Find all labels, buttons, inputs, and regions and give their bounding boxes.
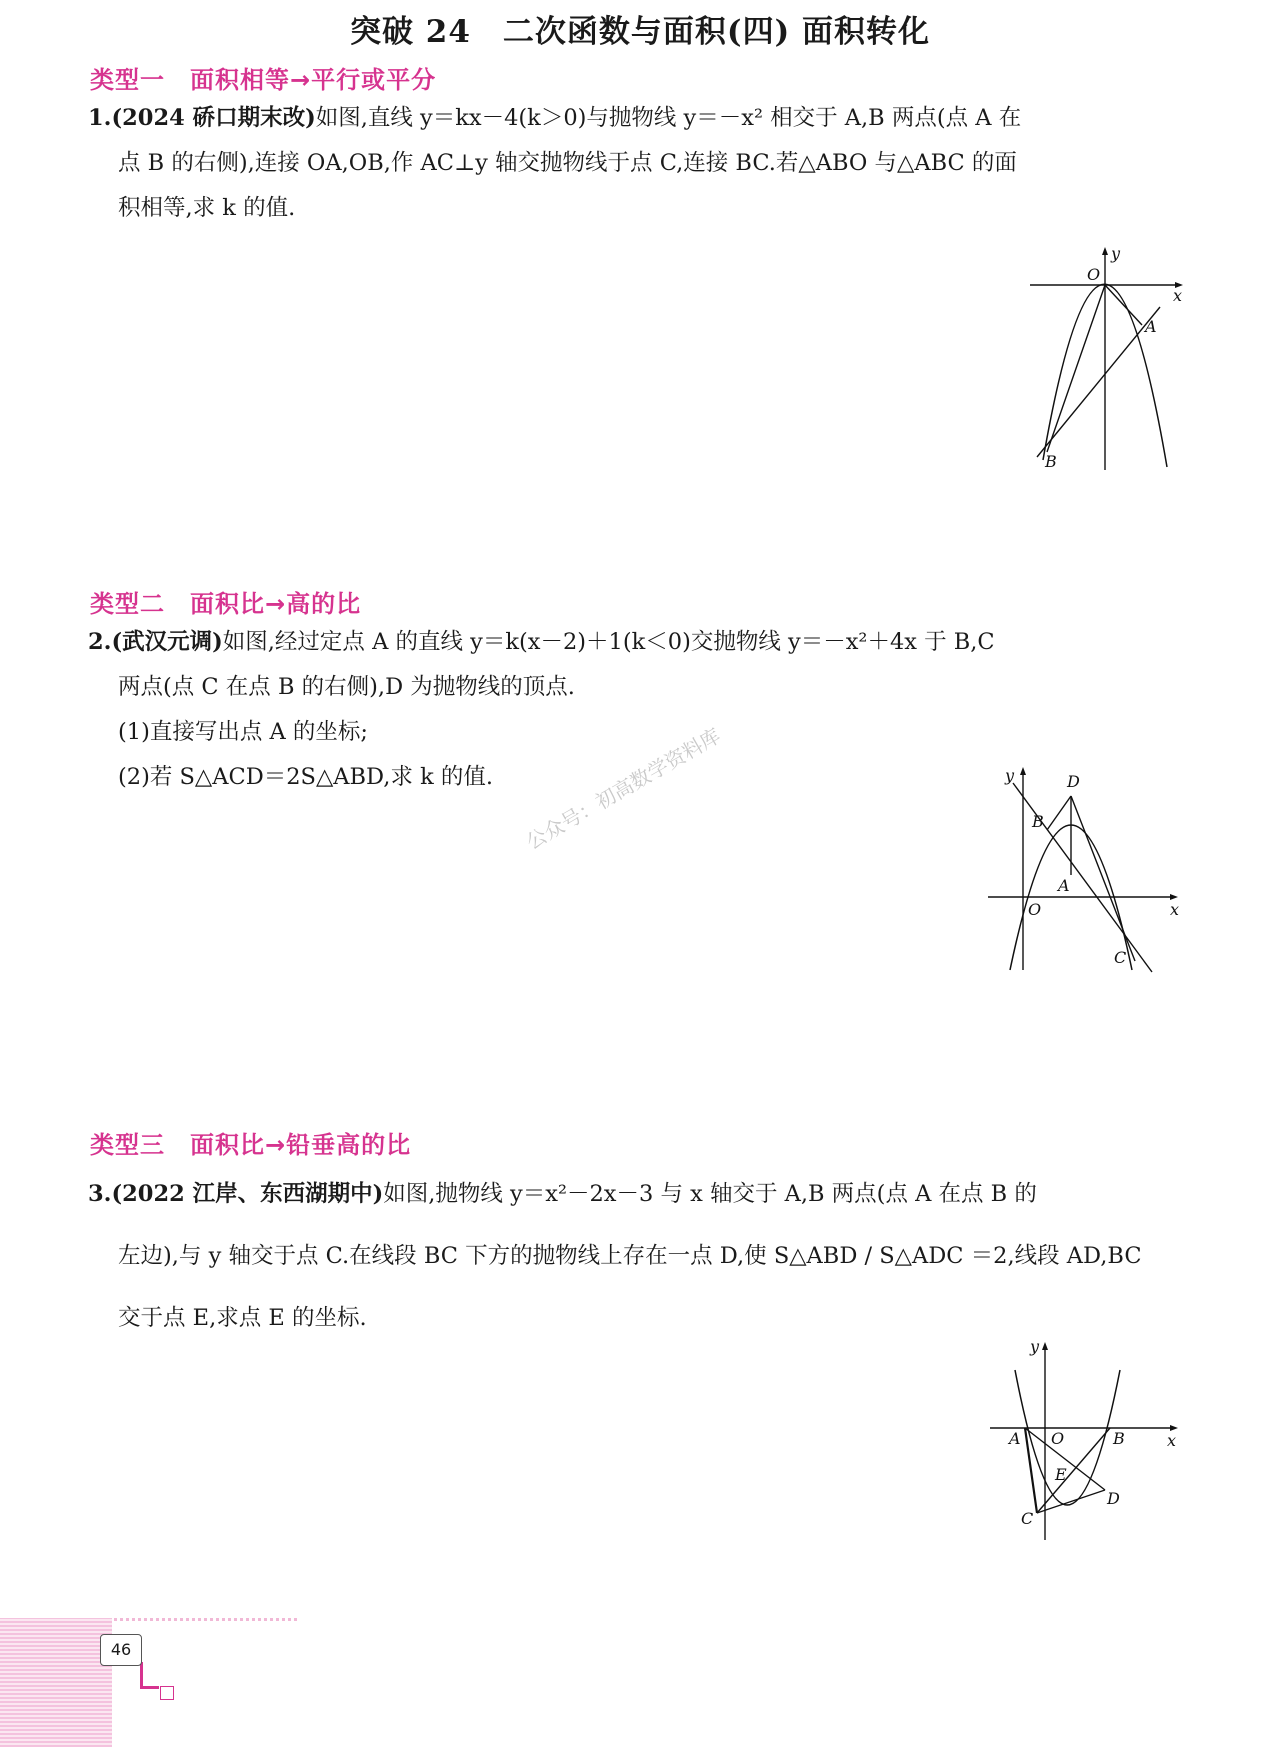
fig3-parabola <box>1015 1370 1120 1505</box>
footer-pink-strip <box>0 1618 112 1747</box>
fig1-segment-OA <box>1105 285 1142 325</box>
fig3-y-arrow <box>1042 1342 1048 1350</box>
fig2-y-arrow <box>1020 767 1026 775</box>
section-heading-3: 类型三 面积比→铅垂高的比 <box>90 1131 412 1159</box>
problem-3-line-2: 左边),与 y 轴交于点 C.在线段 BC 下方的抛物线上存在一点 D,使 S△ABD / S△ADC ＝2,线段 AD,BC <box>118 1243 1142 1269</box>
fig2-label-D: D <box>1067 772 1080 791</box>
problem-1-line-2: 点 B 的右侧),连接 OA,OB,作 AC⊥y 轴交抛物线于点 C,连接 BC.若△ABO 与△ABC 的面 <box>118 150 1017 176</box>
fig1-label-O: O <box>1087 265 1101 284</box>
page-corner-square <box>160 1686 174 1700</box>
page-number: 46 <box>100 1634 142 1666</box>
problem-3-lead: 3.(2022 江岸、东西湖期中) <box>88 1181 384 1207</box>
problem-1-lead: 1.(2024 硚口期末改) <box>88 105 316 131</box>
fig2-label-y: y <box>1005 766 1015 785</box>
problem-3 <box>88 1163 1188 1349</box>
fig1-label-B: B <box>1045 452 1057 471</box>
fig3-label-O: O <box>1051 1429 1065 1448</box>
fig3-label-C: C <box>1021 1509 1034 1528</box>
problem-3-line-3: 交于点 E,求点 E 的坐标. <box>118 1305 367 1331</box>
problem-2-line-1: 如图,经过定点 A 的直线 y＝k(x－2)＋1(k＜0)交抛物线 y＝－x²＋4x 于 B,C <box>222 629 995 655</box>
figure-2-diagram <box>985 765 1185 980</box>
problem-3-line-1: 如图,抛物线 y＝x²－2x－3 与 x 轴交于 A,B 两点(点 A 在点 B 的 <box>383 1181 1037 1207</box>
problem-2-line-2: 两点(点 C 在点 B 的右侧),D 为抛物线的顶点. <box>118 674 575 700</box>
figure-3-diagram <box>985 1340 1185 1545</box>
fig3-label-x: x <box>1167 1431 1177 1450</box>
fig2-label-C: C <box>1114 948 1127 967</box>
fig2-label-A: A <box>1058 876 1070 895</box>
page-title: 突破 24 二次函数与面积(四) 面积转化 <box>349 14 931 50</box>
fig1-label-x: x <box>1173 286 1183 305</box>
fig1-label-y: y <box>1111 245 1121 263</box>
section-heading-1: 类型一 面积相等→平行或平分 <box>90 66 437 94</box>
fig2-label-O: O <box>1028 900 1042 919</box>
fig1-y-arrow <box>1102 247 1108 255</box>
fig1-label-A: A <box>1145 317 1157 336</box>
problem-1-line-3: 积相等,求 k 的值. <box>118 195 296 221</box>
problem-2-line-4: (2)若 S△ACD＝2S△ABD,求 k 的值. <box>118 764 494 790</box>
fig3-label-B: B <box>1113 1429 1125 1448</box>
fig3-label-A: A <box>1009 1429 1021 1448</box>
fig1-line-AB <box>1037 307 1160 457</box>
section-heading-2: 类型二 面积比→高的比 <box>90 590 362 618</box>
problem-1 <box>88 96 1188 231</box>
fig3-label-D: D <box>1107 1489 1120 1508</box>
fig3-label-E: E <box>1055 1465 1067 1484</box>
fig1-segment-OB <box>1047 285 1105 452</box>
problem-1-line-1: 如图,直线 y＝kx－4(k＞0)与抛物线 y＝－x² 相交于 A,B 两点(点 A 在 <box>315 105 1022 131</box>
watermark: 公众号：初高数学资料库 <box>522 723 725 855</box>
fig2-label-x: x <box>1170 900 1180 919</box>
problem-2-line-3: (1)直接写出点 A 的坐标; <box>118 719 369 745</box>
fig2-label-B: B <box>1032 812 1044 831</box>
page-number-bracket <box>140 1662 159 1689</box>
figure-1-diagram <box>1025 245 1185 475</box>
problem-2-lead: 2.(武汉元调) <box>88 629 223 655</box>
fig3-label-y: y <box>1030 1340 1040 1356</box>
fig2-segment-DC <box>1071 796 1135 961</box>
